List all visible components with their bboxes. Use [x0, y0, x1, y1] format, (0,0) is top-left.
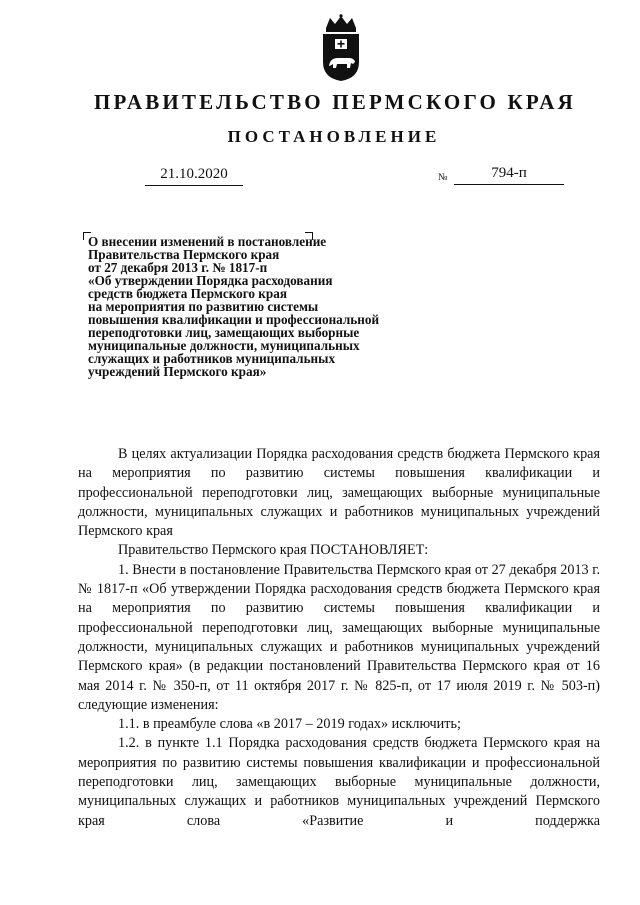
subject-line: муниципальные должности, муниципальных [88, 338, 360, 353]
document-type: ПОСТАНОВЛЕНИЕ [227, 127, 441, 146]
number-sign: № [438, 172, 448, 183]
subject-line: учреждений Пермского края» [88, 364, 267, 379]
subject-line: средств бюджета Пермского края [88, 286, 287, 301]
document-subject [88, 235, 448, 378]
resolves-paragraph: Правительство Пермского края ПОСТАНОВЛЯЕТ: [118, 542, 429, 559]
government-title: ПРАВИТЕЛЬСТВО ПЕРМСКОГО КРАЯ [93, 90, 576, 114]
item-1-1-paragraph: 1.1. в преамбуле слова «в 2017 – 2019 годах» исключить; [118, 716, 461, 733]
document-number: 794-п [454, 165, 564, 185]
subject-line: О внесении изменений в постановление [88, 234, 327, 249]
document-date: 21.10.2020 [145, 166, 243, 186]
subject-line: «Об утверждении Порядка расходования [88, 273, 333, 288]
preamble-paragraph: В целях актуализации Порядка расходования средств бюджета Пермского края на мероприятия по развитию системы повышения квалификации и профессиональной переподготовки лиц, замещающих выборные муниципальные должности, муниципальных служащих и работников муниципальных учреждений Пермского края [78, 446, 600, 540]
subject-line: переподготовки лиц, замещающих выборные [88, 325, 360, 340]
subject-line: повышения квалификации и профессиональной [88, 312, 380, 327]
item-1-2-paragraph: 1.2. в пункте 1.1 Порядка расходования средств бюджета Пермского края на мероприятия по развитию системы повышения квалификации и профессиональной переподготовки лиц, замещающих выборные муниципальные должности, муниципальных служащих и работников муниципальных учреждений Пермского края слова «Развитие и поддержка [78, 735, 600, 829]
subject-line: от 27 декабря 2013 г. № 1817-п [88, 260, 268, 275]
perm-krai-coat-of-arms-icon [318, 14, 364, 82]
item-1-paragraph: 1. Внести в постановление Правительства Пермского края от 27 декабря 2013 г. № 1817-п «Об утверждении Порядка расходования средств бюджета Пермского края на мероприятия по развитию системы повышения квалификации и профессиональной переподготовки лиц, замещающих выборные муниципальные должности, муниципальных служащих и работников муниципальных учреждений Пермского края» (в редакции постановлений Правительства Пермского края от 16 мая 2014 г. № 350-п, от 11 октября 2017 г. № 825-п, от 17 июля 2019 г. № 503-п) следующие изменения: [78, 561, 600, 713]
subject-line: служащих и работников муниципальных [88, 351, 336, 366]
document-body [78, 445, 600, 831]
subject-line: Правительства Пермского края [88, 247, 280, 262]
subject-line: на мероприятия по развитию системы [88, 299, 319, 314]
